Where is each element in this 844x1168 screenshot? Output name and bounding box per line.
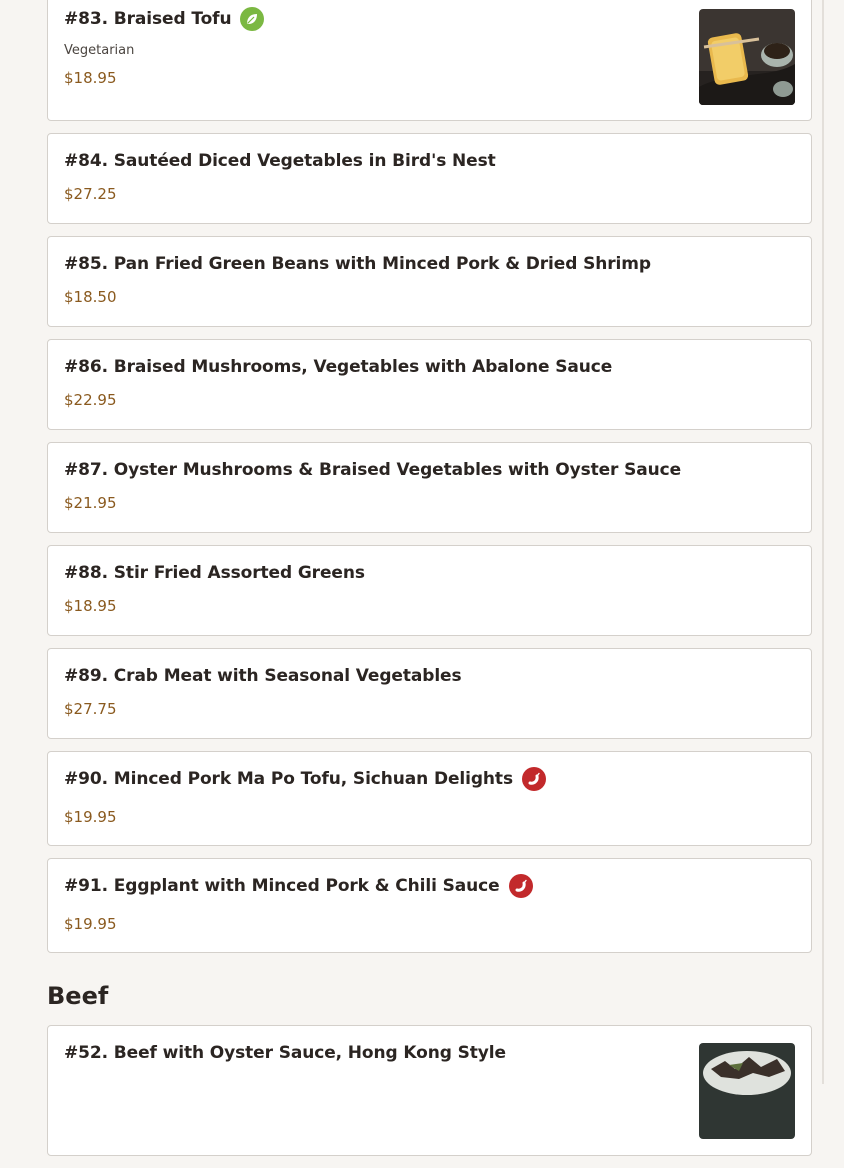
- menu-item-price: $22.95: [64, 391, 117, 409]
- chili-pepper-icon: [522, 767, 546, 791]
- menu-item-card[interactable]: [47, 858, 812, 953]
- menu-item-price: $18.95: [64, 597, 117, 615]
- menu-item-name: #83. Braised Tofu: [64, 9, 232, 29]
- scroll-divider: [822, 0, 824, 1084]
- menu-item-price: $18.50: [64, 288, 117, 306]
- menu-item-card[interactable]: [47, 648, 812, 739]
- menu-item-price: $27.25: [64, 185, 117, 203]
- menu-item-price: $18.95: [64, 69, 117, 87]
- menu-item-card[interactable]: [47, 442, 812, 533]
- menu-item-card[interactable]: [47, 133, 812, 224]
- beef-dish-photo: [699, 1043, 795, 1139]
- chili-pepper-icon: [509, 874, 533, 898]
- menu-item-name: #88. Stir Fried Assorted Greens: [64, 563, 365, 583]
- menu-item-price: $19.95: [64, 915, 117, 933]
- menu-item-name: #90. Minced Pork Ma Po Tofu, Sichuan Delights: [64, 769, 513, 789]
- menu-item-description: Vegetarian: [64, 43, 135, 58]
- menu-item-card[interactable]: [47, 236, 812, 327]
- menu-item-card[interactable]: [47, 339, 812, 430]
- vegetarian-icon: [240, 7, 264, 31]
- menu-item-card[interactable]: [47, 0, 812, 121]
- menu-item-price: $21.95: [64, 494, 117, 512]
- braised-tofu-photo: [699, 9, 795, 105]
- menu-item-price: $27.75: [64, 700, 117, 718]
- menu-item-price: $19.95: [64, 808, 117, 826]
- menu-item-name: #84. Sautéed Diced Vegetables in Bird's Nest: [64, 151, 496, 171]
- menu-item-card[interactable]: [47, 751, 812, 846]
- menu-item-name: #52. Beef with Oyster Sauce, Hong Kong Style: [64, 1043, 506, 1063]
- menu-item-name: #91. Eggplant with Minced Pork & Chili Sauce: [64, 876, 500, 896]
- menu-item-name: #86. Braised Mushrooms, Vegetables with Abalone Sauce: [64, 357, 613, 377]
- menu-item-name: #89. Crab Meat with Seasonal Vegetables: [64, 666, 462, 686]
- menu-list: [47, 0, 812, 1168]
- section-heading-beef: Beef: [47, 982, 109, 1010]
- menu-item-name: #85. Pan Fried Green Beans with Minced Pork & Dried Shrimp: [64, 254, 651, 274]
- menu-item-card[interactable]: [47, 545, 812, 636]
- menu-item-card[interactable]: [47, 1025, 812, 1156]
- menu-item-name: #87. Oyster Mushrooms & Braised Vegetables with Oyster Sauce: [64, 460, 682, 480]
